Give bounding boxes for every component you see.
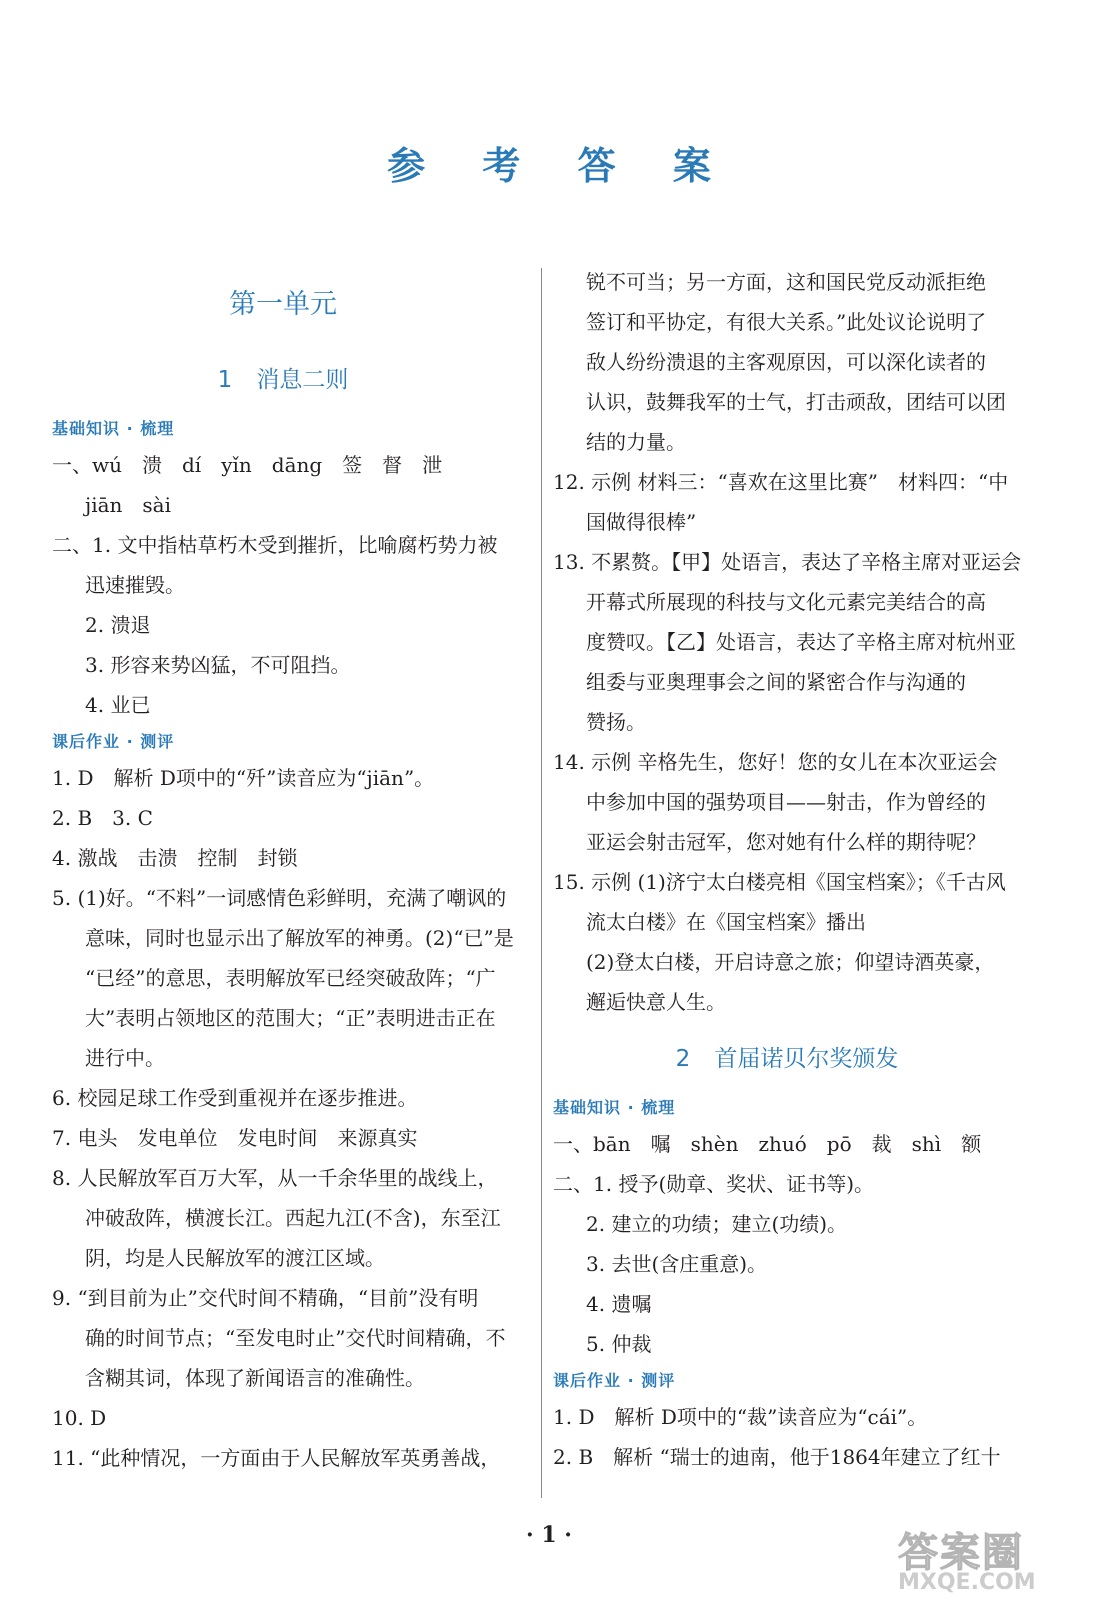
answer-line: 2. 建立的功绩；建立(功绩)。: [586, 1212, 848, 1236]
answer-line: 签订和平协定，有很大关系。”此处议论说明了: [586, 310, 987, 334]
lesson-title-1: [52, 361, 514, 394]
answer-line: 6. 校园足球工作受到重视并在逐步推进。: [52, 1086, 418, 1110]
answer-line: 阴，均是人民解放军的渡江区域。: [85, 1246, 385, 1270]
answer-line: 14. 示例 辛格先生，您好！您的女儿在本次亚运会: [553, 750, 998, 774]
answer-line: 大”表明占领地区的范围大；“正”表明进击正在: [85, 1006, 496, 1030]
answer-line: jiān sài: [85, 493, 171, 517]
right-column: [553, 262, 1021, 1477]
answer-line: 意味，同时也显示出了解放军的神勇。(2)“已”是: [85, 926, 514, 950]
page-title: 参 考 答 案: [387, 144, 733, 188]
answer-line: 组委与亚奥理事会之间的紧密合作与沟通的: [586, 670, 966, 694]
answer-line: 1. D 解析 D项中的“歼”读音应为“jiān”。: [52, 766, 435, 790]
lesson-name: 消息二则: [256, 367, 349, 393]
answer-line: 1. D 解析 D项中的“裁”读音应为“cái”。: [553, 1405, 928, 1429]
answer-line: 4. 激战 击溃 控制 封锁: [52, 846, 298, 870]
watermark-logo-text: 答案圈: [898, 1530, 1024, 1576]
answer-line: 认识，鼓舞我军的士气，打击顽敌，团结可以团: [586, 390, 1006, 414]
watermark-url: MXQE.COM: [898, 1570, 1036, 1595]
answer-line: 二、1. 授予(勋章、奖状、证书等)。: [553, 1172, 875, 1196]
answer-line: 含糊其词，体现了新闻语言的准确性。: [85, 1366, 425, 1390]
answer-line: 二、1. 文中指枯草朽木受到摧折，比喻腐朽势力被: [52, 533, 498, 557]
answer-line: (2)登太白楼，开启诗意之旅；仰望诗酒英豪，: [586, 950, 995, 974]
answer-line: 4. 业已: [85, 693, 151, 717]
left-column: [52, 268, 514, 1478]
answer-line: 开幕式所展现的科技与文化元素完美结合的高: [586, 590, 986, 614]
answer-line: 13. 不累赘。【甲】处语言，表达了辛格主席对亚运会: [553, 550, 1022, 574]
section-heading-basic: 基础知识 · 梳理: [553, 1098, 676, 1117]
answer-line: 国做得很棒”: [586, 510, 697, 534]
page-number: · 1 ·: [526, 1522, 572, 1548]
answer-line: 2. B 3. C: [52, 806, 153, 830]
section-heading-homework: 课后作业 · 测评: [553, 1371, 676, 1390]
answer-line: 确的时间节点；“至发电时止”交代时间精确，不: [85, 1326, 506, 1350]
answer-line: 12. 示例 材料三：“喜欢在这里比赛” 材料四：“中: [553, 470, 1009, 494]
unit-title: 第一单元: [229, 289, 337, 320]
answer-line: 冲破敌阵，横渡长江。西起九江(不含)，东至江: [85, 1206, 501, 1230]
answer-line: 15. 示例 (1)济宁太白楼亮相《国宝档案》；《千古风: [553, 870, 1006, 894]
answer-line: 流太白楼》在《国宝档案》播出: [586, 910, 866, 934]
answer-line: “已经”的意思，表明解放军已经突破敌阵；“广: [85, 966, 496, 990]
answer-line: 2. B 解析 “瑞士的迪南，他于1864年建立了红十: [553, 1445, 1001, 1469]
answer-line: 一、bān 嘱 shèn zhuó pō 裁 shì 额: [553, 1132, 982, 1156]
answer-line: 10. D: [52, 1406, 107, 1430]
answer-line: 2. 溃退: [85, 613, 151, 637]
lesson-number: 2: [675, 1046, 691, 1072]
answer-line: 9. “到目前为止”交代时间不精确，“目前”没有明: [52, 1286, 479, 1310]
answer-line: 11. “此种情况，一方面由于人民解放军英勇善战，: [52, 1446, 501, 1470]
answer-line: 5. (1)好。“不料”一词感情色彩鲜明，充满了嘲讽的: [52, 886, 507, 910]
answer-line: 锐不可当；另一方面，这和国民党反动派拒绝: [586, 270, 986, 294]
answer-line: 亚运会射击冠军，您对她有什么样的期待呢？: [586, 830, 986, 854]
answer-line: 一、wú 溃 dí yǐn dāng 签 督 泄: [52, 453, 443, 477]
lesson-name: 首届诺贝尔奖颁发: [714, 1046, 899, 1072]
answer-line: 5. 仲裁: [586, 1332, 652, 1356]
answer-line: 4. 遗嘱: [586, 1292, 652, 1316]
answer-line: 3. 形容来势凶猛，不可阻挡。: [85, 653, 351, 677]
answer-line: 7. 电头 发电单位 发电时间 来源真实: [52, 1126, 418, 1150]
lesson-title-2: [553, 1040, 1021, 1073]
answer-line: 结的力量。: [586, 430, 686, 454]
answer-line: 进行中。: [85, 1046, 165, 1070]
lesson-number: 1: [217, 367, 233, 393]
answer-line: 迅速摧毁。: [85, 573, 185, 597]
answer-line: 中参加中国的强势项目——射击，作为曾经的: [586, 790, 986, 814]
answer-line: 邂逅快意人生。: [586, 990, 726, 1014]
answer-line: 敌人纷纷溃退的主客观原因，可以深化读者的: [586, 350, 986, 374]
column-divider: [541, 268, 542, 1498]
section-heading-basic: 基础知识 · 梳理: [52, 419, 175, 438]
answer-line: 8. 人民解放军百万大军，从一千余华里的战线上，: [52, 1166, 498, 1190]
answer-line: 赞扬。: [586, 710, 646, 734]
watermark-logo: [898, 1530, 1088, 1595]
answer-line: 度赞叹。【乙】处语言，表达了辛格主席对杭州亚: [586, 630, 1016, 654]
answer-line: 3. 去世(含庄重意)。: [586, 1252, 768, 1276]
section-heading-homework: 课后作业 · 测评: [52, 732, 175, 751]
